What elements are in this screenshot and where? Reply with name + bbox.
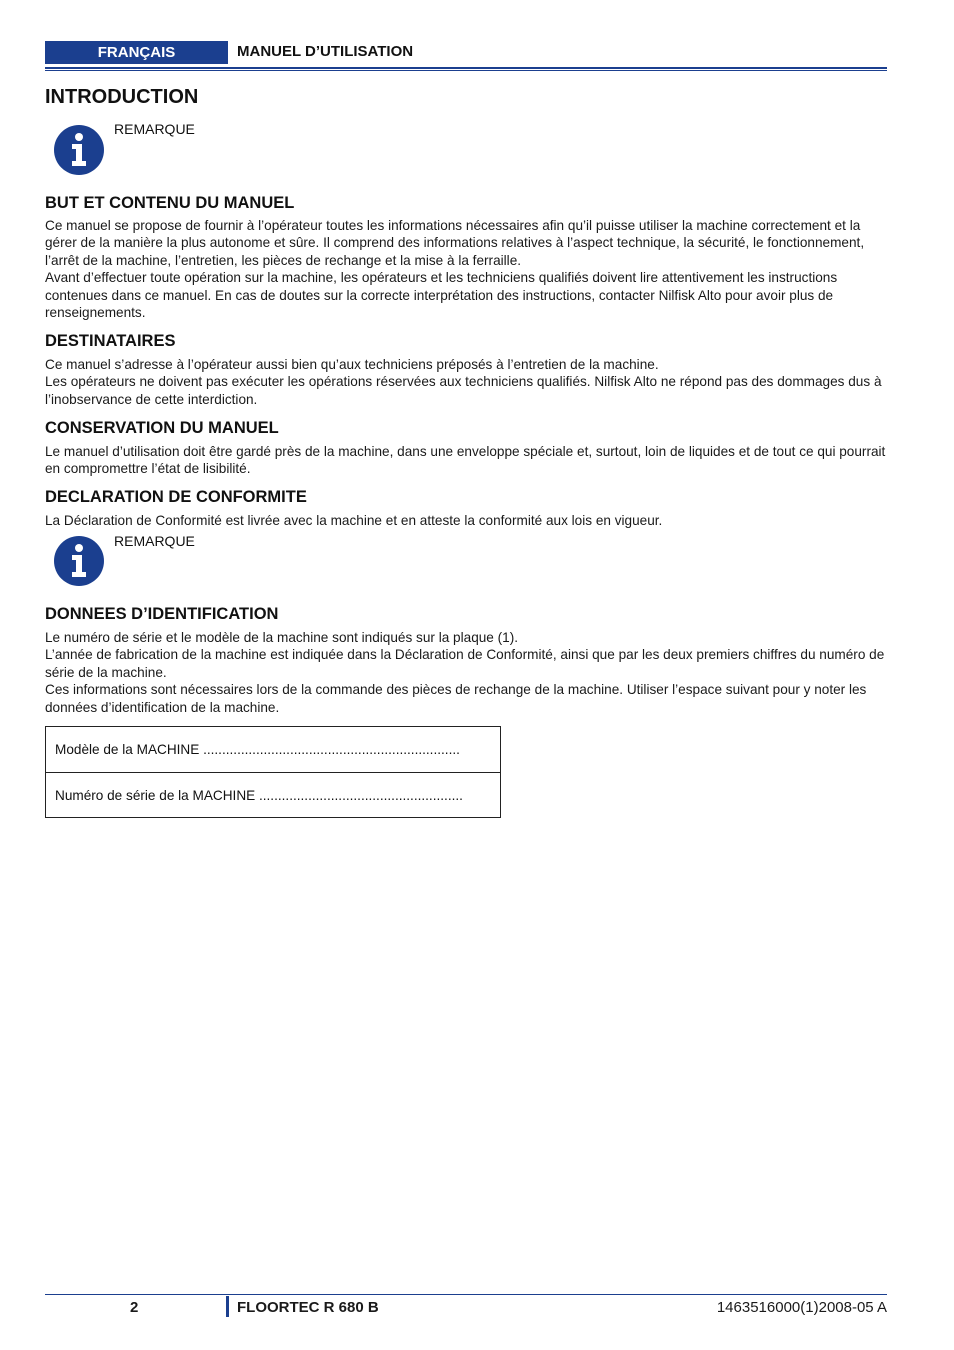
paragraph: Les opérateurs ne doivent pas exécuter les opérations réservées aux techniciens qualifiés. Nilfisk Alto ne répond pas des dommages dus à l’inobservance de cette interdiction. — [45, 374, 882, 407]
section-body-donnees — [45, 629, 890, 716]
paragraph: Le numéro de série et le modèle de la machine sont indiqués sur la plaque (1). — [45, 630, 519, 645]
note-label: REMARQUE — [114, 533, 195, 549]
paragraph: Ces informations sont nécessaires lors de la commande des pièces de rechange de la machine. Utiliser l’espace suivant pour y noter les données d’identification de la machine. — [45, 682, 867, 715]
paragraph: Avant d’effectuer toute opération sur la machine, les opérateurs et les techniciens qualifiés doivent lire attentivement les instructions contenues dans ce manuel. En cas de doutes sur la correcte interprétation des instructions, contacter Nilfisk Alto pour avoir plus de renseignements. — [45, 270, 838, 321]
section-body-conservation — [45, 443, 890, 478]
paragraph: La Déclaration de Conformité est livrée avec la machine et en atteste la conformité aux lois en vigueur. — [45, 513, 663, 528]
header-divider-thin — [45, 70, 887, 71]
info-icon — [53, 535, 105, 587]
page-number: 2 — [130, 1299, 139, 1316]
model-row: Modèle de la MACHINE .................................................................... — [55, 742, 460, 757]
footer-separator — [226, 1296, 229, 1317]
machine-model: FLOORTEC R 680 B — [237, 1299, 379, 1316]
section-heading-but: BUT ET CONTENU DU MANUEL — [45, 194, 295, 212]
identification-table — [45, 726, 501, 818]
section-heading-conservation: CONSERVATION DU MANUEL — [45, 419, 279, 437]
language-tab: FRANÇAIS — [45, 41, 228, 64]
paragraph: Le manuel d’utilisation doit être gardé près de la machine, dans une enveloppe spéciale et, surtout, loin de liquides et de tout ce qui pourrait en compromettre l’état de lisibilité. — [45, 444, 886, 477]
paragraph: L’année de fabrication de la machine est indiquée dans la Déclaration de Conformité, ainsi que par les deux premiers chiffres du numéro de série de la machine. — [45, 647, 885, 680]
section-heading-donnees: DONNEES D’IDENTIFICATION — [45, 605, 279, 623]
page-title: INTRODUCTION — [45, 86, 199, 108]
footer-divider — [45, 1294, 887, 1295]
section-heading-declaration: DECLARATION DE CONFORMITE — [45, 488, 307, 506]
section-body-destinataires — [45, 356, 890, 408]
info-icon — [53, 124, 105, 176]
document-code: 1463516000(1)2008-05 A — [716, 1299, 887, 1316]
paragraph: Ce manuel s’adresse à l’opérateur aussi bien qu’aux techniciens préposés à l’entretien de la machine. — [45, 357, 659, 372]
header-divider — [45, 67, 887, 69]
section-body-but — [45, 217, 890, 321]
note-label: REMARQUE — [114, 121, 195, 137]
section-body-declaration — [45, 512, 890, 529]
manual-title: MANUEL D’UTILISATION — [237, 43, 414, 60]
section-heading-destinataires: DESTINATAIRES — [45, 332, 176, 350]
paragraph: Ce manuel se propose de fournir à l’opérateur toutes les informations nécessaires afin qu’il puisse utiliser la machine correctement et la gérer de la manière la plus autonome et sûre. Il comprend des informations relatives à l’aspect technique, la sécurité, le fonctionnement, l’arrêt de la machine, l’entretien, les pièces de rechange et la mise à la ferraille. — [45, 218, 865, 268]
serial-row: Numéro de série de la MACHINE ...................................................... — [46, 772, 500, 817]
